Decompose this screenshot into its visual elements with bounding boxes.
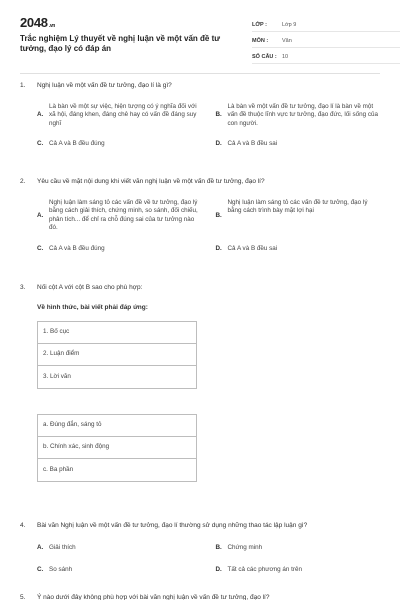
- option-a[interactable]: [37, 199, 202, 233]
- question-number: 3.: [20, 284, 26, 291]
- option-b[interactable]: [216, 103, 381, 129]
- option-text: Tất cả các phương án trên: [227, 566, 303, 574]
- question-1: [20, 82, 380, 149]
- question-header: [20, 594, 380, 600]
- meta-key: LỚP :: [252, 21, 267, 28]
- meta-value: 10: [282, 53, 289, 60]
- option-letter: A.: [37, 543, 44, 551]
- option-c[interactable]: [37, 140, 202, 149]
- option-letter: A.: [37, 111, 44, 119]
- question-number: 2.: [20, 178, 26, 185]
- meta-row-subject: [252, 32, 400, 48]
- question-text: Ý nào dưới đây không phù hợp với bài văn nghị luận về vấn đề tư tưởng, đạo lí?: [37, 594, 270, 600]
- options-grid: [37, 199, 380, 254]
- option-text: Cả A và B đều sai: [227, 140, 278, 148]
- site-logo[interactable]: [20, 14, 55, 32]
- question-2: [20, 178, 380, 253]
- question-text: Bài văn Nghị luận về một vấn đề tư tưởng, đạo lí thường sử dụng những thao tác lập luận gì?: [37, 522, 308, 529]
- option-text: Cả A và B đều đúng: [49, 140, 105, 148]
- meta-value: Lớp 9: [282, 21, 297, 28]
- option-letter: D.: [215, 244, 222, 252]
- option-letter: A.: [37, 211, 44, 219]
- column-a-box: [37, 321, 197, 389]
- option-c[interactable]: [37, 566, 202, 575]
- options-grid: [37, 544, 380, 575]
- option-text: Là bàn về một vấn đề tư tưởng, đạo lí là bàn về một vấn đề thuộc lĩnh vực tư tưởng, đạo đức, lối sống của con người.: [227, 102, 379, 127]
- option-c[interactable]: [37, 245, 202, 254]
- option-b[interactable]: [216, 199, 381, 233]
- option-a[interactable]: [37, 544, 202, 553]
- column-b-item[interactable]: b. Chính xác, sinh động: [38, 437, 196, 459]
- option-text: Nghị luận làm sáng tỏ các vấn đề tư tưởng, đạo lý bằng cách trình bày mặt lợi hại: [227, 198, 368, 215]
- document-title: Trắc nghiệm Lý thuyết về nghị luận về một vấn đề tư tưởng, đạo lý có đáp án: [20, 34, 221, 54]
- question-number: 5.: [20, 594, 26, 600]
- option-letter: D.: [215, 566, 222, 574]
- meta-row-question-count: [252, 48, 400, 64]
- meta-key: MÔN :: [252, 37, 269, 44]
- options-grid: [37, 103, 380, 149]
- header-divider: [20, 73, 380, 74]
- column-a-item[interactable]: 3. Lời văn: [43, 372, 71, 380]
- option-text: Giải thích: [49, 543, 76, 551]
- question-number: 4.: [20, 522, 26, 529]
- option-a[interactable]: [37, 103, 202, 129]
- option-letter: C.: [37, 244, 44, 252]
- question-3: [20, 284, 380, 313]
- question-text: Yêu cầu về mặt nội dung khi viết văn nghị luận về một vấn đề tư tưởng, đạo lí?: [37, 178, 265, 185]
- option-letter: C.: [37, 140, 44, 148]
- meta-key: SỐ CÂU :: [252, 53, 277, 60]
- option-text: Chứng minh: [227, 543, 263, 551]
- question-text: Nối cột A với cột B sao cho phù hợp:: [37, 284, 143, 291]
- column-a-item[interactable]: 1. Bố cục: [38, 322, 196, 344]
- option-letter: B.: [215, 111, 222, 119]
- question-header: [20, 82, 380, 91]
- option-text: Nghị luận làm sáng tỏ các vấn đề về tư tưởng, đạo lý bằng cách giải thích, chứng minh, so sánh, đối chiếu, phân tích... để chỉ ra chỗ đúng sai của tư tưởng nào đó.: [49, 198, 198, 232]
- meta-value: Văn: [282, 37, 292, 44]
- option-letter: B.: [215, 543, 222, 551]
- question-number: 1.: [20, 82, 26, 89]
- meta-row-class: [252, 16, 400, 32]
- question-header: [20, 178, 380, 187]
- question-text: Nghị luận về một vấn đề tư tưởng, đạo lí là gì?: [37, 82, 172, 89]
- option-text: So sánh: [49, 566, 73, 574]
- column-b-box: [37, 414, 197, 482]
- question-4: [20, 522, 380, 575]
- logo-sub: .vn: [48, 23, 56, 29]
- logo-main: 2048: [20, 15, 48, 30]
- document-header: [20, 12, 380, 72]
- option-text: Cả A và B đều đúng: [49, 244, 105, 252]
- question-header: [20, 522, 380, 531]
- option-letter: C.: [37, 566, 44, 574]
- question-5: [20, 594, 380, 600]
- question-header: [20, 284, 380, 293]
- option-letter: D.: [215, 140, 222, 148]
- option-b[interactable]: [216, 544, 381, 553]
- option-d[interactable]: [216, 566, 381, 575]
- option-d[interactable]: [216, 245, 381, 254]
- option-d[interactable]: [216, 140, 381, 149]
- column-b-item[interactable]: a. Đúng đắn, sáng tỏ: [38, 415, 196, 437]
- question-subheading: Về hình thức, bài viết phải đáp ứng:: [37, 303, 148, 311]
- option-letter: B.: [215, 211, 222, 219]
- meta-info: [252, 16, 400, 64]
- option-text: Cả A và B đều sai: [227, 244, 278, 252]
- option-text: Là bàn về một sự việc, hiện tượng có ý nghĩa đối với xã hội, đáng khen, đáng chê hay có vấn đề đáng suy nghĩ: [49, 102, 197, 127]
- column-b-item[interactable]: c. Ba phần: [43, 465, 74, 473]
- column-a-item[interactable]: 2. Luận điểm: [38, 344, 196, 366]
